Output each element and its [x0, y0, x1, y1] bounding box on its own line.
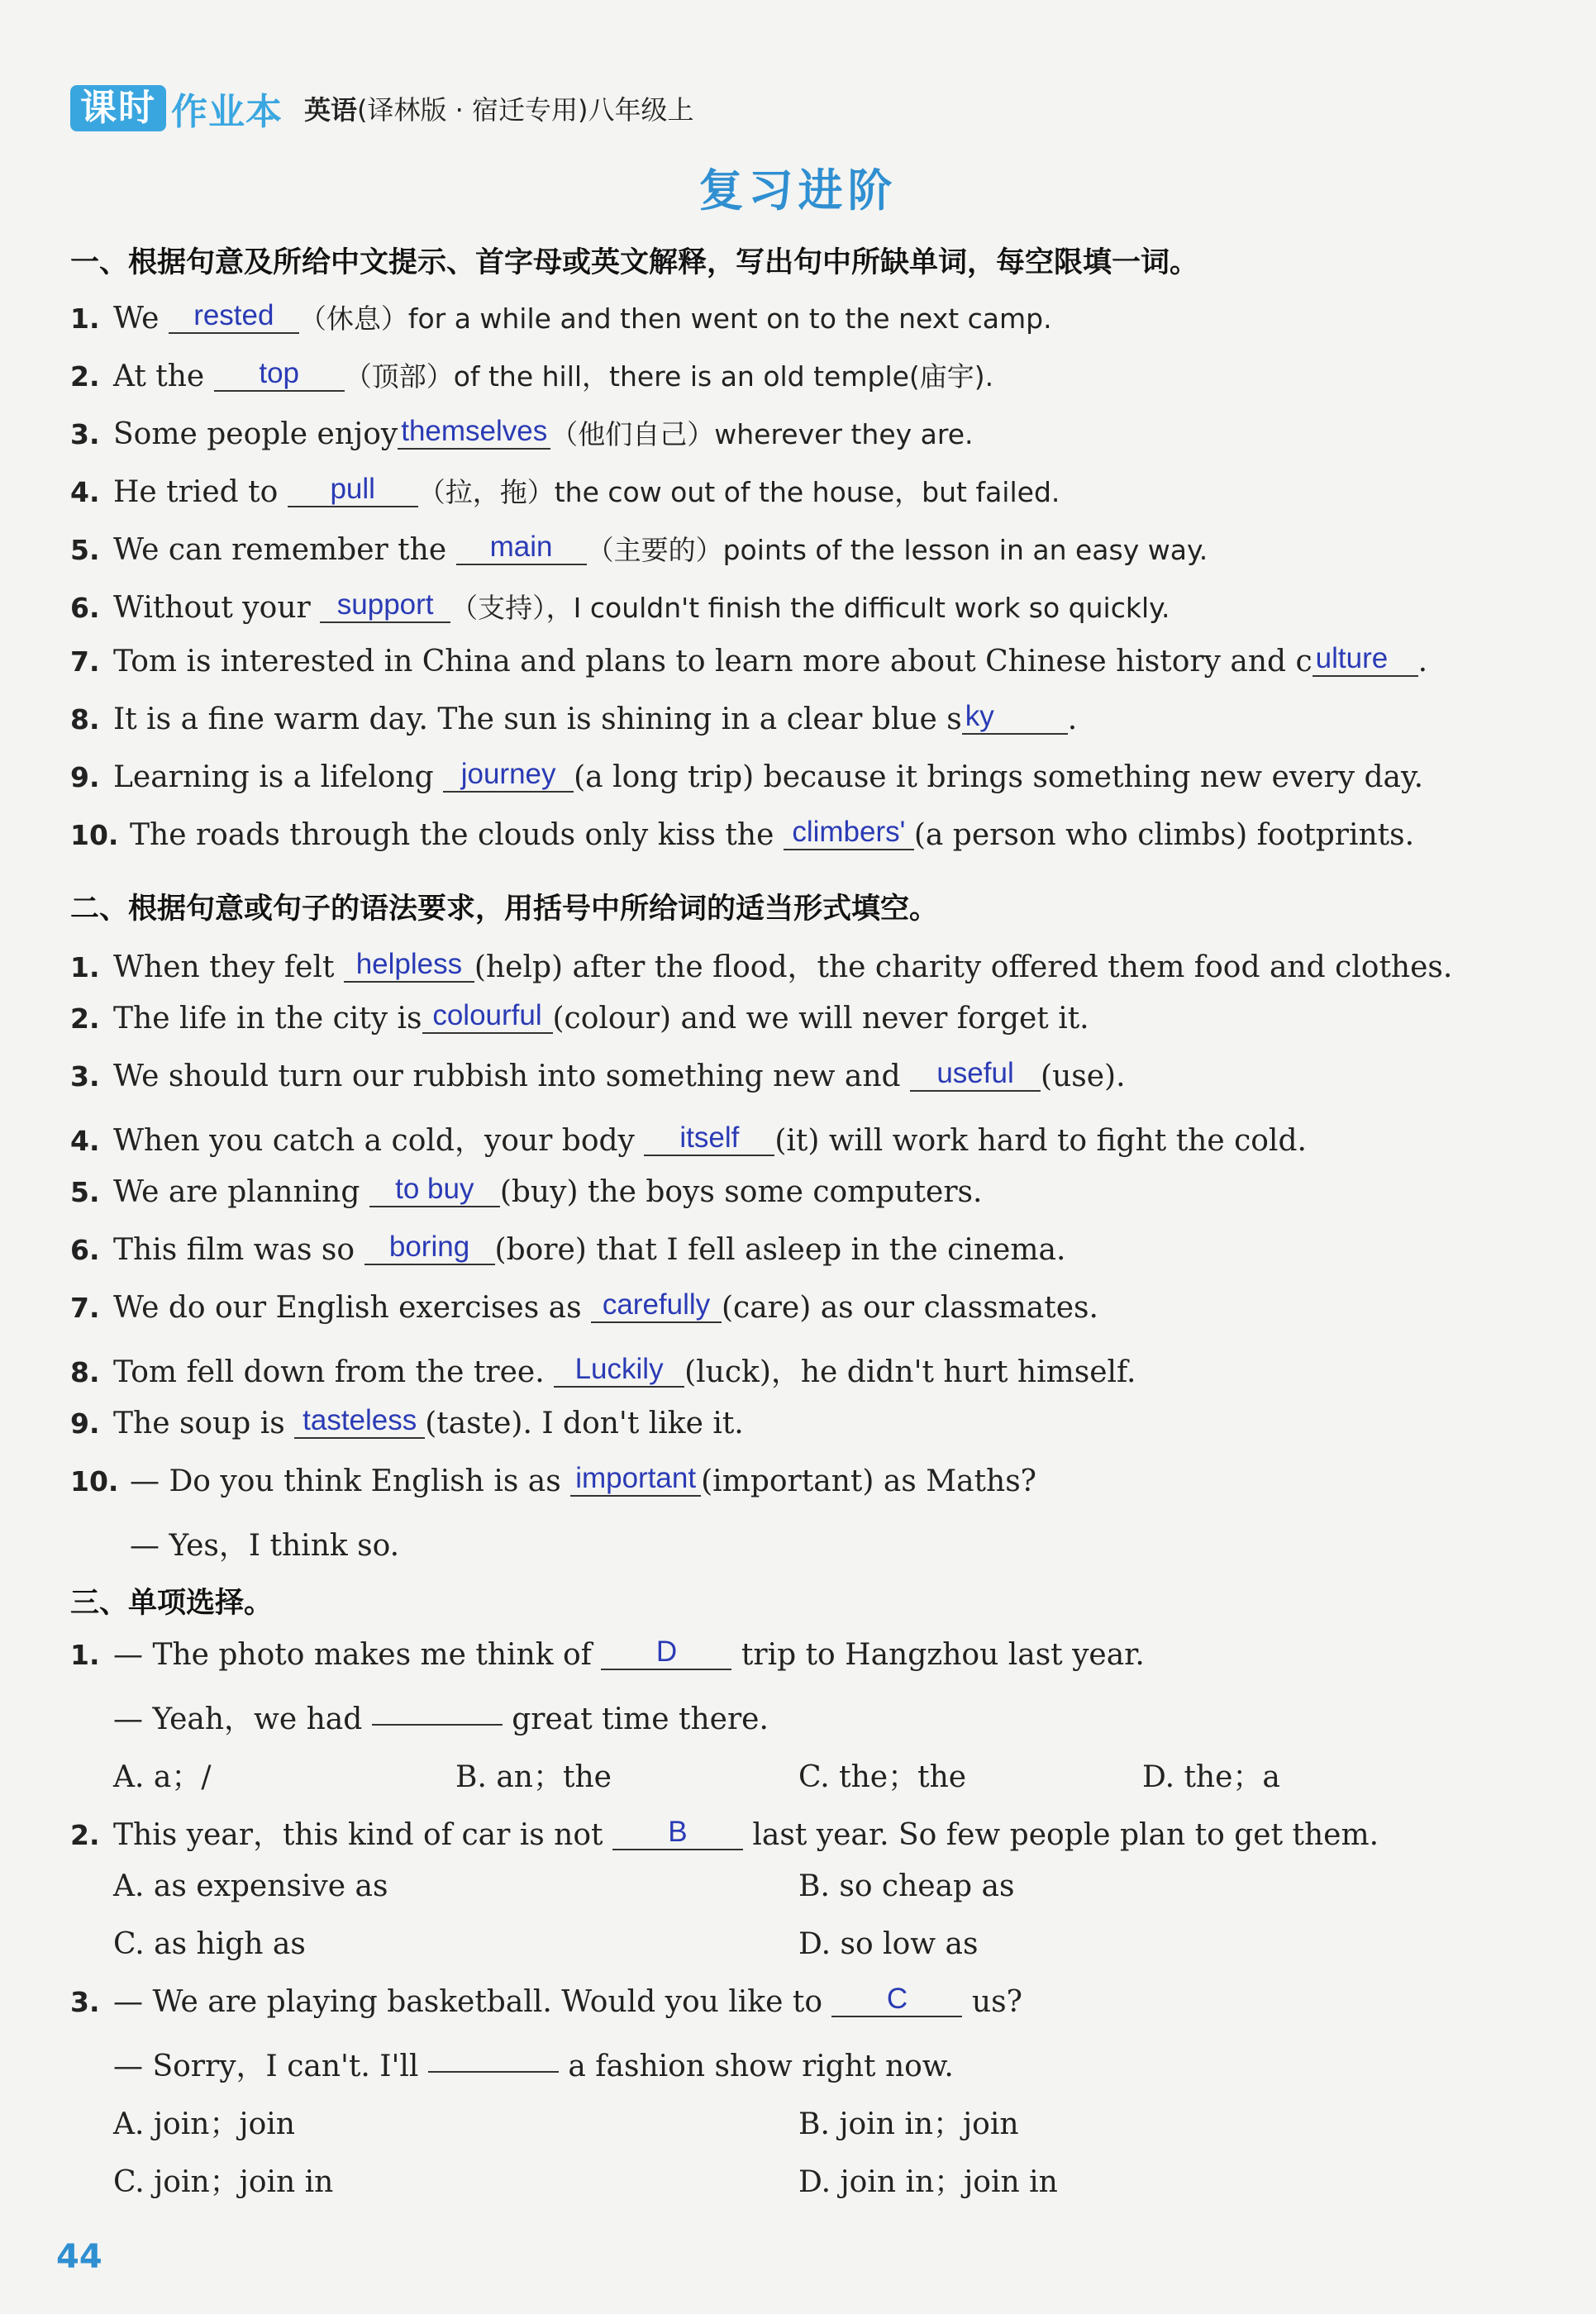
- answer-blank[interactable]: important: [570, 1462, 701, 1497]
- q1-option-c[interactable]: C. the；the: [798, 1760, 967, 1794]
- p2-item-8: 8. Tom fell down from the tree. Luckily (luck)，he didn't hurt himself.: [70, 1353, 1136, 1389]
- answer-blank[interactable]: boring: [364, 1231, 495, 1265]
- p2-item-4: 4. When you catch a cold，your body itself (it) will work hard to fight the cold.: [70, 1121, 1307, 1158]
- p1-item-3: 3. Some people enjoy themselves （他们自己）wherever they are.: [70, 415, 974, 451]
- q3-line1: 3. — We are playing basketball. Would you like to C us?: [70, 1983, 1022, 2019]
- q2-option-b[interactable]: B. so cheap as: [798, 1869, 1015, 1903]
- p1-item-6: 6. Without your support （支持），I couldn't finish the difficult work so quickly.: [70, 588, 1170, 625]
- q1-option-d[interactable]: D. the；a: [1142, 1760, 1280, 1794]
- part2-instruction: 二、根据句意或句子的语法要求，用括号中所给词的适当形式填空。: [70, 893, 939, 926]
- answer-blank[interactable]: Luckily: [554, 1353, 684, 1388]
- part1-instruction: 一、根据句意及所给中文提示、首字母或英文解释，写出句中所缺单词，每空限填一词。: [70, 246, 1199, 279]
- answer-blank[interactable]: pull: [288, 473, 418, 507]
- book-info: [304, 89, 694, 127]
- answer-blank[interactable]: main: [456, 531, 587, 565]
- p1-item-1: 1. We rested （休息）for a while and then went on to the next camp.: [70, 299, 1052, 336]
- q3-option-d[interactable]: D. join in；join in: [798, 2165, 1058, 2199]
- answer-blank[interactable]: climbers': [784, 816, 914, 850]
- answer-blank[interactable]: ulture: [1313, 642, 1418, 677]
- section-title: 复习进阶: [698, 164, 898, 217]
- p1-item-4: 4. He tried to pull （拉，拖）the cow out of the house，but failed.: [70, 473, 1060, 509]
- p1-item-2: 2. At the top （顶部）of the hill，there is an old temple(庙宇).: [70, 357, 994, 393]
- q3-option-a[interactable]: A. join；join: [113, 2107, 295, 2141]
- p1-item-7: 7. Tom is interested in China and plans to learn more about Chinese history and c ulture .: [70, 642, 1428, 678]
- answer-blank[interactable]: carefully: [591, 1288, 722, 1323]
- brand-zuoye: 作业本: [171, 91, 283, 133]
- q2-option-d[interactable]: D. so low as: [798, 1927, 979, 1961]
- p2-item-1: 1. When they felt helpless (help) after the flood，the charity offered them food and clothes.: [70, 948, 1453, 984]
- q2-option-a[interactable]: A. as expensive as: [113, 1869, 388, 1903]
- p2-item-2: 2. The life in the city is colourful (colour) and we will never forget it.: [70, 999, 1089, 1036]
- q1-line1: 1. — The photo makes me think of D trip to Hangzhou last year.: [70, 1636, 1145, 1672]
- brand-keshi: 课时: [70, 85, 166, 131]
- page-number: 44: [56, 2238, 102, 2276]
- q3-line2: — Sorry，I can't. I'll a fashion show right now.: [113, 2050, 954, 2083]
- q3-option-b[interactable]: B. join in；join: [798, 2107, 1019, 2141]
- answer-blank[interactable]: colourful: [422, 999, 553, 1034]
- p1-item-5: 5. We can remember the main （主要的）points of the lesson in an easy way.: [70, 531, 1208, 567]
- brand-logo: [70, 83, 283, 133]
- q3-option-c[interactable]: C. join；join in: [113, 2165, 334, 2199]
- answer-blank[interactable]: itself: [644, 1121, 774, 1156]
- q1-line2: — Yeah，we had great time there.: [113, 1702, 769, 1736]
- q2-line: 2. This year，this kind of car is not B last year. So few people plan to get them.: [70, 1816, 1379, 1852]
- answer-blank[interactable]: D: [601, 1636, 731, 1670]
- answer-blank[interactable]: journey: [443, 758, 574, 793]
- p2-item-7: 7. We do our English exercises as carefully (care) as our classmates.: [70, 1288, 1098, 1325]
- p2-item-6: 6. This film was so boring (bore) that I fell asleep in the cinema.: [70, 1231, 1066, 1267]
- edition: (译林版 · 宿迁专用)八年级上: [357, 94, 694, 126]
- answer-blank[interactable]: helpless: [344, 948, 474, 983]
- answer-blank[interactable]: B: [612, 1816, 743, 1850]
- p2-item-5: 5. We are planning to buy (buy) the boys some computers.: [70, 1173, 983, 1209]
- q2-option-c[interactable]: C. as high as: [113, 1927, 306, 1961]
- page-header: [70, 79, 694, 137]
- part3-instruction: 三、单项选择。: [70, 1587, 274, 1620]
- p2-item-10: 10. — Do you think English is as important (important) as Maths?: [70, 1462, 1036, 1498]
- q1-option-a[interactable]: A. a；/: [113, 1760, 212, 1794]
- p1-item-8: 8. It is a fine warm day. The sun is shining in a clear blue s ky .: [70, 700, 1078, 736]
- p2-item-3: 3. We should turn our rubbish into something new and useful (use).: [70, 1057, 1126, 1093]
- answer-blank[interactable]: support: [320, 588, 450, 623]
- answer-blank[interactable]: useful: [910, 1057, 1041, 1092]
- p2-item-10-reply: — Yes，I think so.: [130, 1529, 400, 1563]
- p2-item-9: 9. The soup is tasteless (taste). I don't like it.: [70, 1404, 744, 1440]
- answer-blank[interactable]: C: [831, 1983, 962, 2017]
- subject: 英语: [304, 94, 358, 126]
- answer-blank[interactable]: top: [214, 357, 345, 392]
- answer-blank[interactable]: to buy: [369, 1173, 500, 1207]
- p1-item-10: 10. The roads through the clouds only kiss the climbers' (a person who climbs) footprints.: [70, 816, 1415, 852]
- answer-blank[interactable]: themselves: [398, 415, 550, 450]
- q1-option-b[interactable]: B. an；the: [455, 1760, 612, 1794]
- p1-item-9: 9. Learning is a lifelong journey (a long trip) because it brings something new every day.: [70, 758, 1424, 794]
- answer-blank[interactable]: [428, 2071, 559, 2073]
- answer-blank[interactable]: rested: [169, 299, 299, 334]
- answer-blank[interactable]: ky: [962, 700, 1068, 735]
- answer-blank[interactable]: [372, 1724, 503, 1726]
- answer-blank[interactable]: tasteless: [294, 1404, 425, 1439]
